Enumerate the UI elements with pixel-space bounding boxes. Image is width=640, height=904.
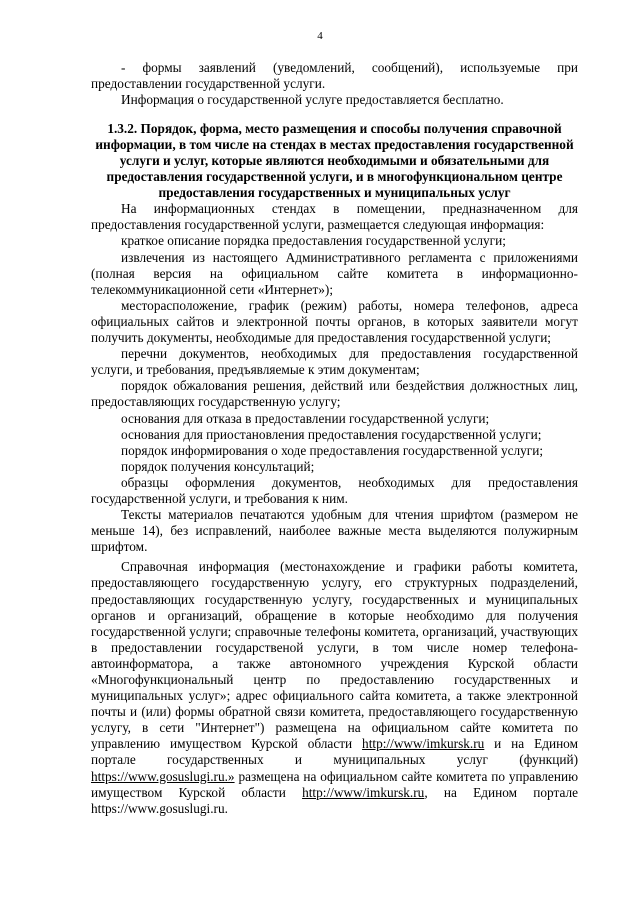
list-item: основания для приостановления предоставления государственной услуги; (121, 426, 542, 442)
list-item: месторасположение, график (режим) работы, номера телефонов, адреса официальных сайтов и электронной почты органов, в которых заявители могут получить документы, необходимые для предоставления государственной услуги; (91, 297, 578, 346)
paragraph-reference-info (91, 559, 578, 817)
imkursk-link[interactable]: http://www/imkursk.ru (362, 736, 485, 752)
paragraph-forms: - формы заявлений (уведомлений, сообщений), используемые при предоставлении государственной услуги. (91, 60, 578, 92)
paragraph-free-info: Информация о государственной услуге предоставляется бесплатно. (121, 92, 504, 108)
reference-text-1: Справочная информация (местонахождение и графики работы комитета, предоставляющего государственную услугу, его структурных подразделений, предоставляющих государственную услугу, государственных и муниципальных органов и организаций, обращение в которые необходимо для получения государственной услуги; справочные телефоны комитета, организаций, участвующих в предоставлении государственой услуги, в том числе номер телефона-автоинформатора, а также автономного учреждения Курской области «Многофункциональный центр по предоставлению государственных и муниципальных услуг»; адрес официального сайта комитета, а также электронной почты и (или) формы обратной связи комитета, предоставляющего государственную услугу, в сети "Интернет") размещена на официальном сайте комитета по управлению имуществом Курской области (91, 559, 578, 752)
imkursk-link-2[interactable]: http://www/imkursk.ru (302, 784, 425, 800)
section-heading: 1.3.2. Порядок, форма, место размещения и способы получения справочной информации, в том числе на стендах в местах предоставления государственной услуги и услуг, которые являются необходимыми и обязательными для предоставления государственной услуги, и в многофункциональном центре предоставления государственных и муниципальных услуг (95, 121, 574, 201)
list-item: краткое описание порядка предоставления государственной услуги; (121, 233, 506, 249)
list-item: порядок получения консультаций; (121, 458, 315, 474)
reference-text-2: и на Едином портале государственных и муниципальных услуг (функций) (91, 736, 578, 768)
reference-text-4: , на Едином портале https://www.gosuslugi.ru. (91, 784, 578, 816)
paragraph-stands-intro: На информационных стендах в помещении, предназначенном для предоставления государственной услуги, размещается следующая информация: (91, 201, 578, 233)
reference-text-3: размещена на официальном сайте комитета по управлению имуществом Курской области (91, 768, 578, 800)
list-item: перечни документов, необходимых для предоставления государственной услуги, и требования, предъявляемые к этим документам; (91, 346, 578, 378)
document-body (91, 60, 578, 817)
page-number: 4 (317, 30, 323, 42)
gosuslugi-link[interactable]: https://www.gosuslugi.ru.» (91, 768, 235, 784)
list-item: основания для отказа в предоставлении государственной услуги; (121, 410, 490, 426)
list-item: порядок информирования о ходе предоставления государственной услуги; (121, 442, 544, 458)
paragraph-font-requirements: Тексты материалов печатаются удобным для чтения шрифтом (размером не меньше 14), без исправлений, наиболее важные места выделяются полужирным шрифтом. (91, 507, 578, 555)
list-item: извлечения из настоящего Административного регламента с приложениями (полная версия на официальном сайте комитета в информационно-телекоммуникационной сети «Интернет»); (91, 249, 578, 297)
list-item: образцы оформления документов, необходимых для предоставления государственной услуги, и требования к ним. (91, 474, 578, 506)
list-item: порядок обжалования решения, действий или бездействия должностных лиц, предоставляющих государственную услугу; (91, 378, 578, 410)
